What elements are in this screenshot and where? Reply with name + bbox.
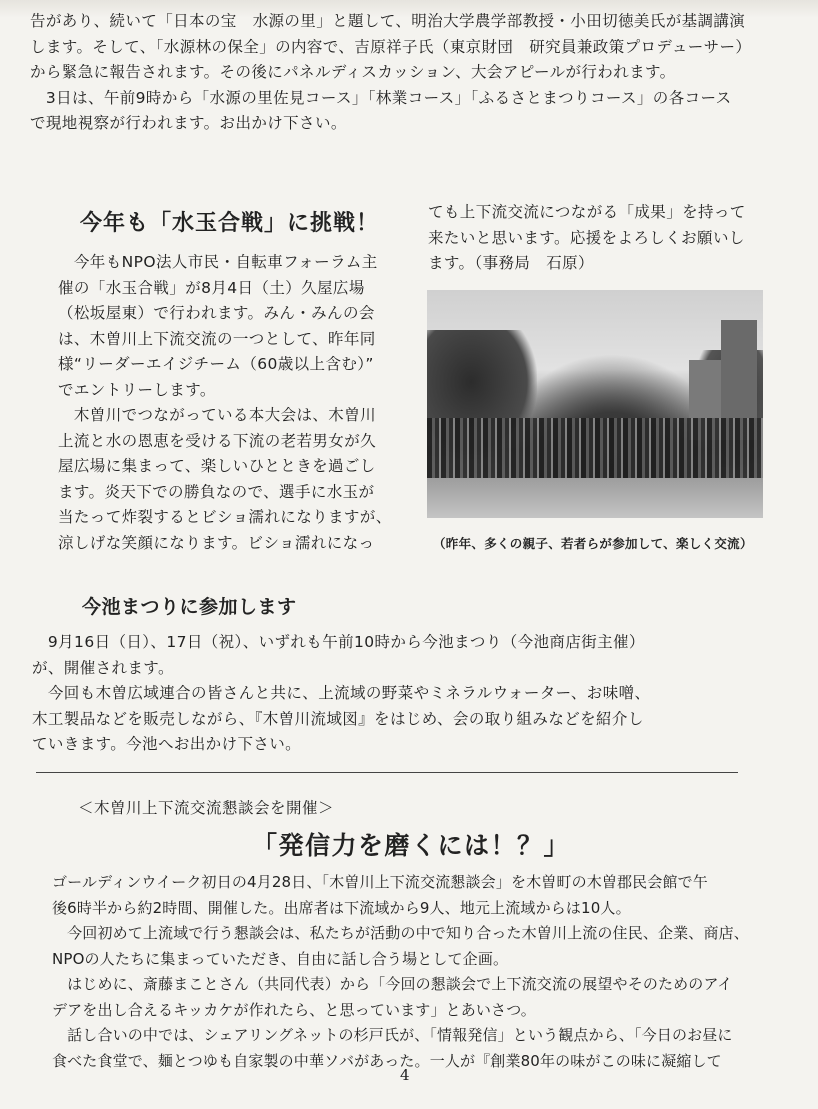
event-photo <box>427 290 763 518</box>
mizudama-right-column <box>428 200 746 277</box>
imaike-heading: 今池まつりに参加します <box>82 596 297 618</box>
text-line: 当たって炸裂するとビショ濡れになりますが、 <box>58 508 392 526</box>
imaike-body <box>32 630 650 758</box>
mizudama-left-column <box>58 250 392 556</box>
text-line: は、木曽川上下流交流の一つとして、昨年同 <box>58 329 376 348</box>
text-line: でエントリーします。 <box>58 380 216 399</box>
text-line: が、開催されます。 <box>32 658 174 677</box>
text-line: 様“リーダーエイジチーム（60歳以上含む）” <box>58 355 374 373</box>
mizudama-heading: 今年も「水玉合戦」に挑戦！ <box>80 211 380 236</box>
text-line: 木工製品などを販売しながら、『木曽川流域図』をはじめ、会の取り組みなどを紹介し <box>32 709 644 728</box>
kondankai-heading: 「発信力を磨くには！？」 <box>252 831 571 860</box>
text-line: ます。炎天下での勝負なので、選手に水玉が <box>58 482 375 501</box>
text-line: 告があり、続いて「日本の宝 水源の里」と題して、明治大学農学部教授・小田切徳美氏が基調講演 <box>30 12 746 30</box>
photo-ground <box>427 478 763 518</box>
text-line: から緊急に報告されます。その後にパネルディスカッション、大会アピールが行われます。 <box>30 63 676 81</box>
text-line: 涼しげな笑顔になります。ビショ濡れになっ <box>58 533 375 552</box>
text-line: はじめに、斎藤まことさん（共同代表）から「今回の懇談会で上下流交流の展望やそのためのアイ <box>52 975 733 993</box>
text-line: 話し合いの中では、シェアリングネットの杉戸氏が、「情報発信」という観点から、「今日のお昼に <box>52 1026 733 1044</box>
photo-caption: （昨年、多くの親子、若者らが参加して、楽しく交流） <box>433 536 753 551</box>
text-line: ても上下流交流につながる「成果」を持って <box>428 203 746 221</box>
text-line: 3日は、午前9時から「水源の里佐見コース」「林業コース」「ふるさとまつりコース」の各コース <box>30 88 732 107</box>
text-line: 9月16日（日）、17日（祝）、いずれも午前10時から今池まつり（今池商店街主催） <box>32 633 645 651</box>
text-line: 今年もNPO法人市民・自転車フォーラム主 <box>58 253 378 271</box>
text-line: 木曽川でつながっている本大会は、木曽川 <box>58 406 377 424</box>
top-section <box>30 9 751 137</box>
text-line: 催の「水玉合戦」が8月4日（土）久屋広場 <box>58 278 365 297</box>
text-line: デアを出し合えるキッカケが作れたら、と思っています」とあいさつ。 <box>52 1000 536 1019</box>
text-line: NPOの人たちに集まっていただき、自由に話し合う場として企画。 <box>52 949 509 968</box>
photo-crowd <box>427 418 763 478</box>
kondankai-body <box>52 870 749 1074</box>
text-line: ゴールディンウイーク初日の4月28日、「木曽川上下流交流懇談会」を木曽町の木曽郡民会館で午 <box>52 873 708 891</box>
text-line: （松坂屋東）で行われます。みん・みんの会 <box>58 304 375 322</box>
text-line: 今回も木曽広域連合の皆さんと共に、上流域の野菜やミネラルウォーター、お味噌、 <box>32 684 651 702</box>
text-line: ます。（事務局 石原） <box>428 254 594 272</box>
text-line: 屋広場に集まって、楽しいひとときを過ごし <box>58 457 376 475</box>
text-line: 食べた食堂で、麺とつゆも自家製の中華ソバがあった。一人が『創業80年の味がこの味に凝縮して <box>52 1051 722 1070</box>
text-line: します。そして、「水源林の保全」の内容で、吉原祥子氏（東京財団 研究員兼政策プロデューサー） <box>30 37 752 56</box>
text-line: 上流と水の恩恵を受ける下流の老若男女が久 <box>58 431 377 450</box>
text-line: で現地視察が行われます。お出かけ下さい。 <box>30 114 347 132</box>
kondankai-label: ＜木曽川上下流交流懇談会を開催＞ <box>78 799 335 817</box>
text-line: 来たいと思います。応援をよろしくお願いし <box>428 228 745 247</box>
text-line: 後6時半から約2時間、開催した。出席者は下流域から9人、地元上流域からは10人。 <box>52 898 631 917</box>
section-divider <box>36 772 738 773</box>
page-number: 4 <box>400 1066 410 1084</box>
text-line: 今回初めて上流域で行う懇談会は、私たちが活動の中で知り合った木曽川上流の住民、企業、商店、 <box>52 924 749 942</box>
text-line: ていきます。今池へお出かけ下さい。 <box>32 735 302 753</box>
